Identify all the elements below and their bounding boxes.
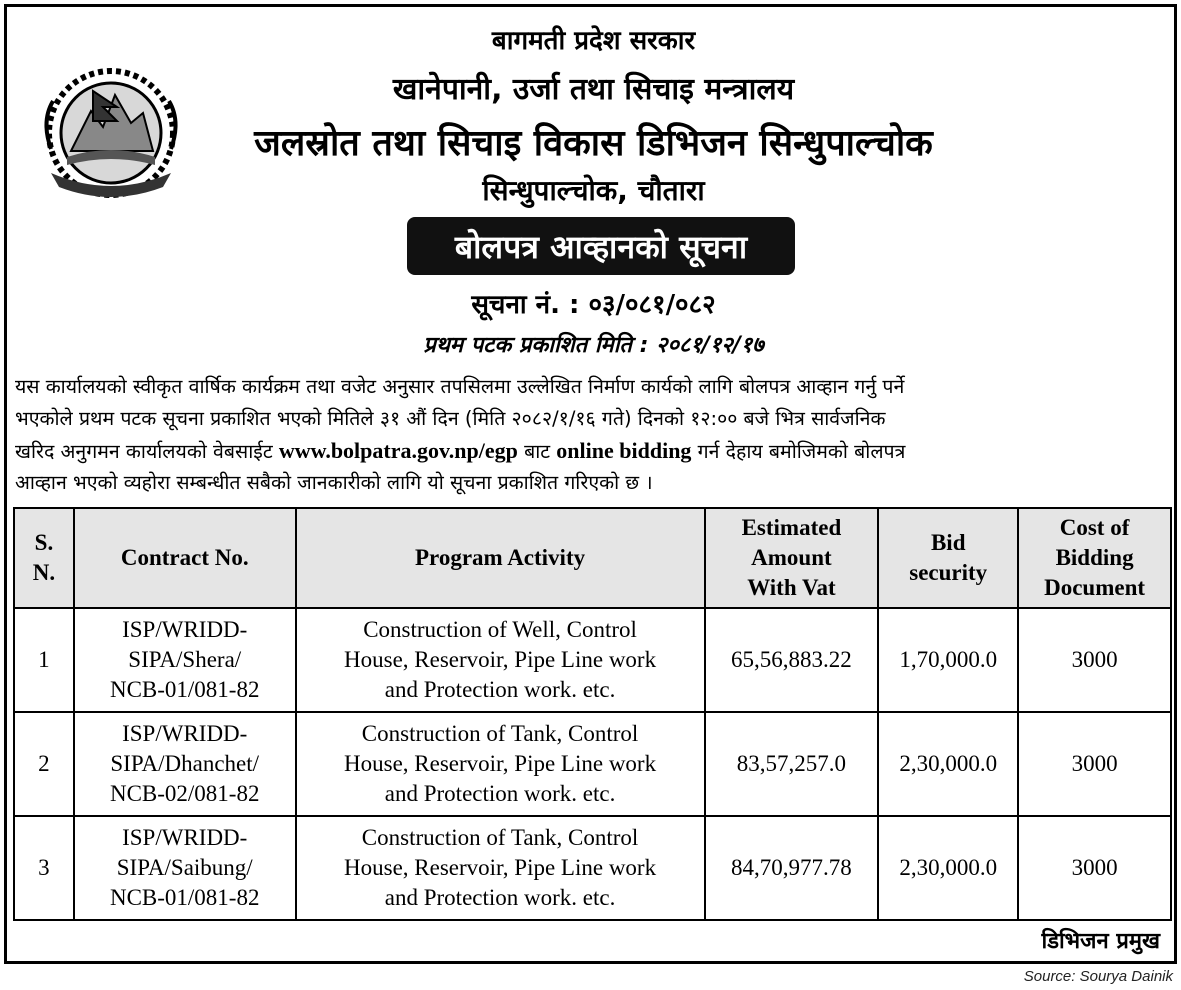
notice-body-line [15, 435, 1172, 467]
cell-sn: 3 [14, 816, 74, 920]
notice-body-line: भएकोले प्रथम पटक सूचना प्रकाशित भएको मितिले ३१ औं दिन (मिति २०८२/१/१६ गते) दिनको १२:०० बजे भित्र सार्वजनिक [15, 407, 886, 430]
cell-estimated-amount: 83,57,257.0 [705, 712, 879, 816]
cell-estimated-amount: 65,56,883.22 [705, 608, 879, 712]
division-chief-signature: डिभिजन प्रमुख [1041, 929, 1160, 954]
table-row [14, 608, 1171, 712]
notice-body-line: आव्हान भएको व्यहोरा सम्बन्धीत सबैको जानकारीको लागि यो सूचना प्रकाशित गरिएको छ । [15, 471, 653, 494]
source-credit: Source: Sourya Dainik [1023, 968, 1173, 985]
notice-body-text: खरिद अनुगमन कार्यालयको वेबसाईट [15, 440, 279, 463]
ministry-title: खानेपानी, उर्जा तथा सिचाइ मन्त्रालय [392, 72, 795, 107]
notice-title: बोलपत्र आव्हानको सूचना [454, 227, 748, 266]
header-bidding-document-cost: Cost of Bidding Document [1018, 508, 1171, 608]
notice-body-text: बाट [517, 440, 557, 463]
province-government-title: बागमती प्रदेश सरकार [491, 26, 696, 56]
cell-document-cost: 3000 [1018, 816, 1171, 920]
first-publish-date: प्रथम पटक प्रकाशित मिति : २०८१/१२/१७ [423, 333, 764, 358]
online-bidding-text: online bidding [556, 438, 692, 463]
cell-contract-no: ISP/WRIDD- SIPA/Saibung/ NCB-01/081-82 [74, 816, 296, 920]
office-address: सिन्धुपाल्चोक, चौतारा [482, 174, 705, 207]
notice-body [15, 371, 1172, 501]
notice-number: सूचना नं. : ०३/०८१/०८२ [471, 290, 716, 320]
table-row [14, 712, 1171, 816]
notice-title-banner [407, 217, 795, 275]
header-contract-no: Contract No. [74, 508, 296, 608]
cell-program-activity: Construction of Well, Control House, Reservoir, Pipe Line work and Protection work. etc. [296, 608, 705, 712]
header-sn: S. N. [14, 508, 74, 608]
cell-bid-security: 1,70,000.0 [878, 608, 1018, 712]
notice-body-text: गर्न देहाय बमोजिमको बोलपत्र [691, 440, 906, 463]
cell-document-cost: 3000 [1018, 608, 1171, 712]
table-row [14, 816, 1171, 920]
cell-sn: 2 [14, 712, 74, 816]
cell-bid-security: 2,30,000.0 [878, 816, 1018, 920]
bid-details-table [13, 507, 1172, 921]
header-program-activity: Program Activity [296, 508, 705, 608]
division-title: जलस्रोत तथा सिचाइ विकास डिभिजन सिन्धुपाल्चोक [254, 123, 933, 164]
bolpatra-website-link[interactable]: www.bolpatra.gov.np/egp [278, 438, 518, 463]
cell-program-activity: Construction of Tank, Control House, Reservoir, Pipe Line work and Protection work. etc. [296, 712, 705, 816]
cell-document-cost: 3000 [1018, 712, 1171, 816]
cell-estimated-amount: 84,70,977.78 [705, 816, 879, 920]
cell-sn: 1 [14, 608, 74, 712]
cell-contract-no: ISP/WRIDD- SIPA/Shera/ NCB-01/081-82 [74, 608, 296, 712]
notice-frame [4, 4, 1177, 964]
notice-body-line: यस कार्यालयको स्वीकृत वार्षिक कार्यक्रम तथा वजेट अनुसार तपसिलमा उल्लेखित निर्माण कार्यको लागि बोलपत्र आव्हान गर्नु पर्ने [15, 375, 905, 398]
header-bid-security: Bid security [878, 508, 1018, 608]
header-estimated-amount: Estimated Amount With Vat [705, 508, 879, 608]
table-header-row [14, 508, 1171, 608]
cell-program-activity: Construction of Tank, Control House, Reservoir, Pipe Line work and Protection work. etc. [296, 816, 705, 920]
cell-bid-security: 2,30,000.0 [878, 712, 1018, 816]
cell-contract-no: ISP/WRIDD- SIPA/Dhanchet/ NCB-02/081-82 [74, 712, 296, 816]
